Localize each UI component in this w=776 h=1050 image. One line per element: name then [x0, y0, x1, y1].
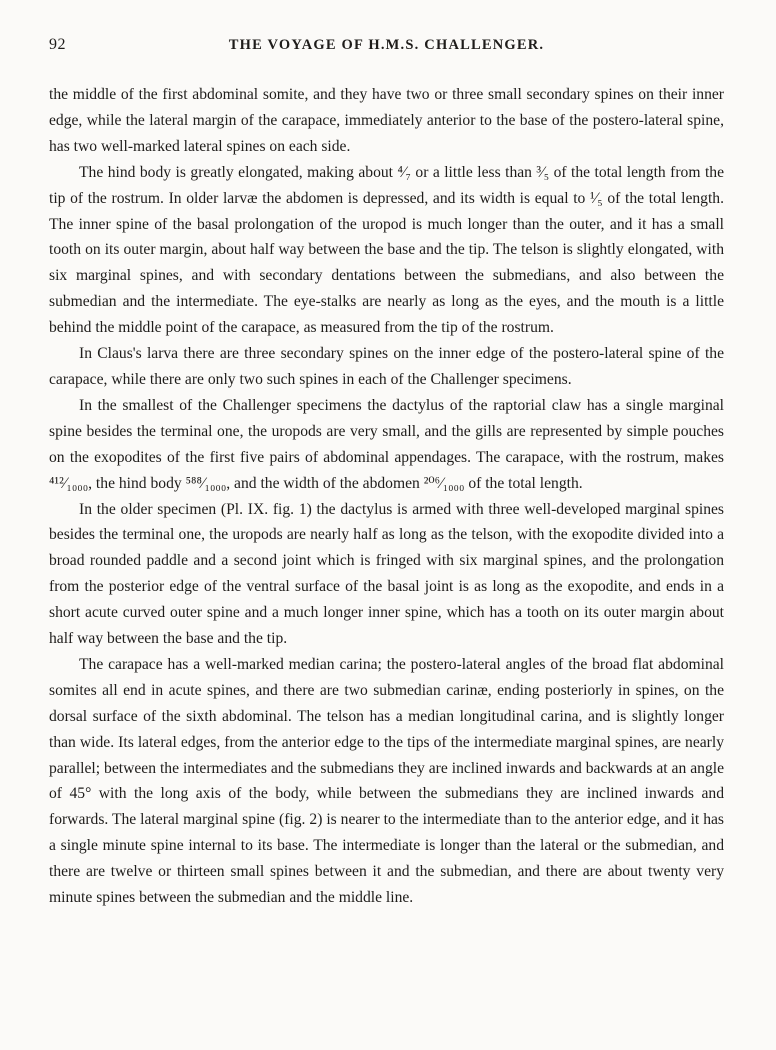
- running-head: THE VOYAGE OF H.M.S. CHALLENGER.: [228, 37, 545, 53]
- paragraph-carapace-carina: The carapace has a well-marked median carina; the postero-lateral angles of the broad flat abdominal somites all end in acute spines, and there are two submedian carinæ, ending posteriorly in spines, on the dorsal surface of the sixth abdominal. The telson has a median longitudinal carina, and is slightly longer than wide. Its lateral edges, from the anterior edge to the tips of the intermediate marginal spines, are nearly parallel; between the intermediates and the submedians they are inclined inwards and backwards at an angle of 45° with the long axis of the body, while between the submedians they are inclined inwards and forwards. The lateral marginal spine (fig. 2) is nearer to the intermediate than to the anterior edge, and it has a single minute spine internal to its base. The intermediate is longer than the lateral or the submedian, and there are twelve or thirteen small spines between it and the submedian, and there are about twenty very minute spines between the submedian and the middle line.: [49, 655, 724, 907]
- page-number: 92: [49, 36, 66, 53]
- paragraph-continuation: the middle of the first abdominal somite, and they have two or three small secondary spines on their inner edge, while the lateral margin of the carapace, immediately anterior to the base of the postero-lateral spine, has two well-marked lateral spines on each side.: [49, 86, 724, 155]
- paragraph-older-specimen: In the older specimen (Pl. IX. fig. 1) the dactylus is armed with three well-developed marginal spines besides the terminal one, the uropods are nearly half as long as the telson, with the exopodite divided into a broad rounded paddle and a second joint which is fringed with six marginal spines, and the prolongation from the posterior edge of the ventral surface of the basal joint is as long as the exopodite, and ends in a short acute curved outer spine and a much longer inner spine, which has a tooth on its outer margin about half way between the base and the tip.: [49, 500, 724, 648]
- paragraph-smallest-specimens: In the smallest of the Challenger specimens the dactylus of the raptorial claw has a single marginal spine besides the terminal one, the uropods are very small, and the gills are represented by simple pouches on the exopodites of the first five pairs of abdominal appendages. The carapace, with the rostrum, makes ⁴¹²⁄₁₀₀₀, the hind body ⁵⁸⁸⁄₁₀₀₀, and the width of the abdomen ²⁰⁶⁄₁₀₀₀ of the total length.: [49, 396, 724, 492]
- paragraph-claus-larva: In Claus's larva there are three secondary spines on the inner edge of the postero-lateral spine of the carapace, while there are only two such spines in each of the Challenger specimens.: [49, 345, 724, 388]
- page-body: [49, 82, 724, 911]
- page-header: [49, 36, 724, 58]
- paragraph-hind-body: The hind body is greatly elongated, making about ⁴⁄₇ or a little less than ³⁄₅ of the total length from the tip of the rostrum. In older larvæ the abdomen is depressed, and its width is equal to ¹⁄₅ of the total length. The inner spine of the basal prolongation of the uropod is much longer than the outer, and it has a small tooth on its outer margin, about half way between the base and the tip. The telson is slightly elongated, with six marginal spines, and with secondary dentations between the submedians, and also between the submedian and the intermediate. The eye-stalks are nearly as long as the eyes, and the mouth is a little behind the middle point of the carapace, as measured from the tip of the rostrum.: [49, 163, 724, 337]
